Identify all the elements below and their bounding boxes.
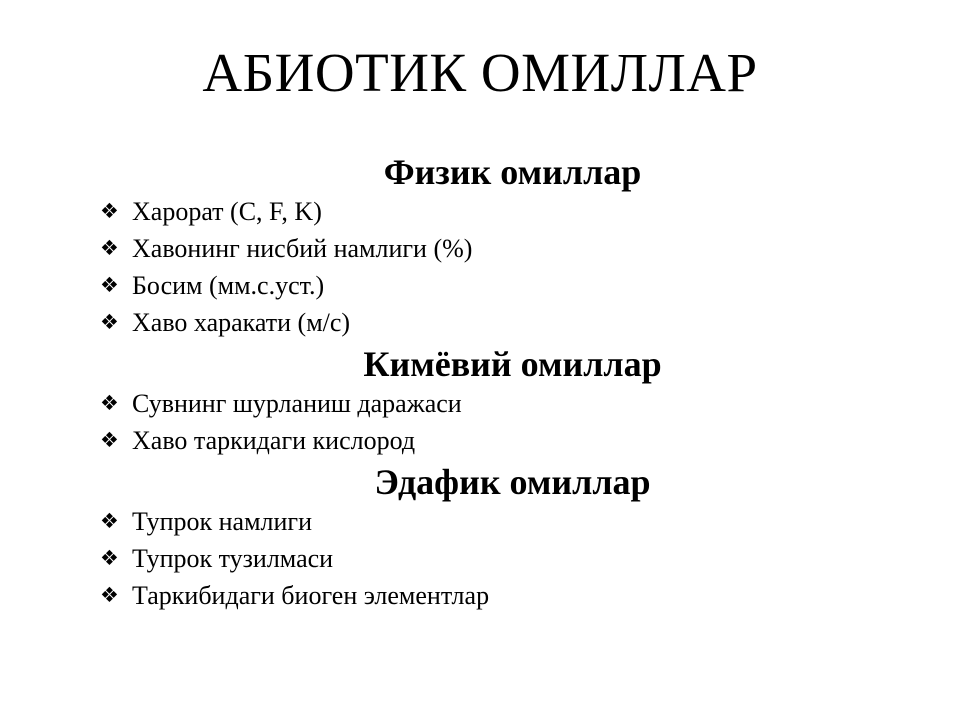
section-heading-physical: Физик омиллар: [383, 152, 642, 192]
list-item: [100, 386, 960, 423]
chemical-factors-list: [0, 386, 960, 460]
list-item-text: Тупрок намлиги: [132, 507, 313, 536]
list-item-text: Таркибидаги биоген элементлар: [132, 581, 490, 610]
diamond-bullet-icon: ❖: [100, 583, 119, 607]
slide-title: АБИОТИК ОМИЛЛАР: [202, 42, 758, 103]
list-item: [100, 231, 960, 268]
section-heading-edaphic: Эдафик омиллар: [374, 462, 651, 502]
slide-content: [0, 150, 960, 615]
section-heading-chemical: Кимёвий омиллар: [363, 344, 662, 384]
list-item: [100, 504, 960, 541]
list-item: [100, 578, 960, 615]
edaphic-factors-list: [0, 504, 960, 615]
list-item-text: Хаво таркидаги кислород: [132, 426, 416, 455]
diamond-bullet-icon: ❖: [100, 391, 119, 415]
list-item-text: Харорат (С, F, K): [132, 197, 322, 226]
list-item-text: Тупрок тузилмаси: [132, 544, 334, 573]
list-item: [100, 194, 960, 231]
list-item-text: Сувнинг шурланиш даражаси: [132, 389, 462, 418]
diamond-bullet-icon: ❖: [100, 273, 119, 297]
diamond-bullet-icon: ❖: [100, 199, 119, 223]
list-item: [100, 305, 960, 342]
physical-factors-list: [0, 194, 960, 342]
diamond-bullet-icon: ❖: [100, 236, 119, 260]
list-item-text: Босим (мм.с.уст.): [132, 271, 325, 300]
diamond-bullet-icon: ❖: [100, 509, 119, 533]
diamond-bullet-icon: ❖: [100, 546, 119, 570]
diamond-bullet-icon: ❖: [100, 428, 119, 452]
list-item: [100, 541, 960, 578]
list-item-text: Хавонинг нисбий намлиги (%): [132, 234, 473, 263]
list-item: [100, 268, 960, 305]
list-item-text: Хаво харакати (м/с): [132, 308, 351, 337]
diamond-bullet-icon: ❖: [100, 310, 119, 334]
list-item: [100, 423, 960, 460]
